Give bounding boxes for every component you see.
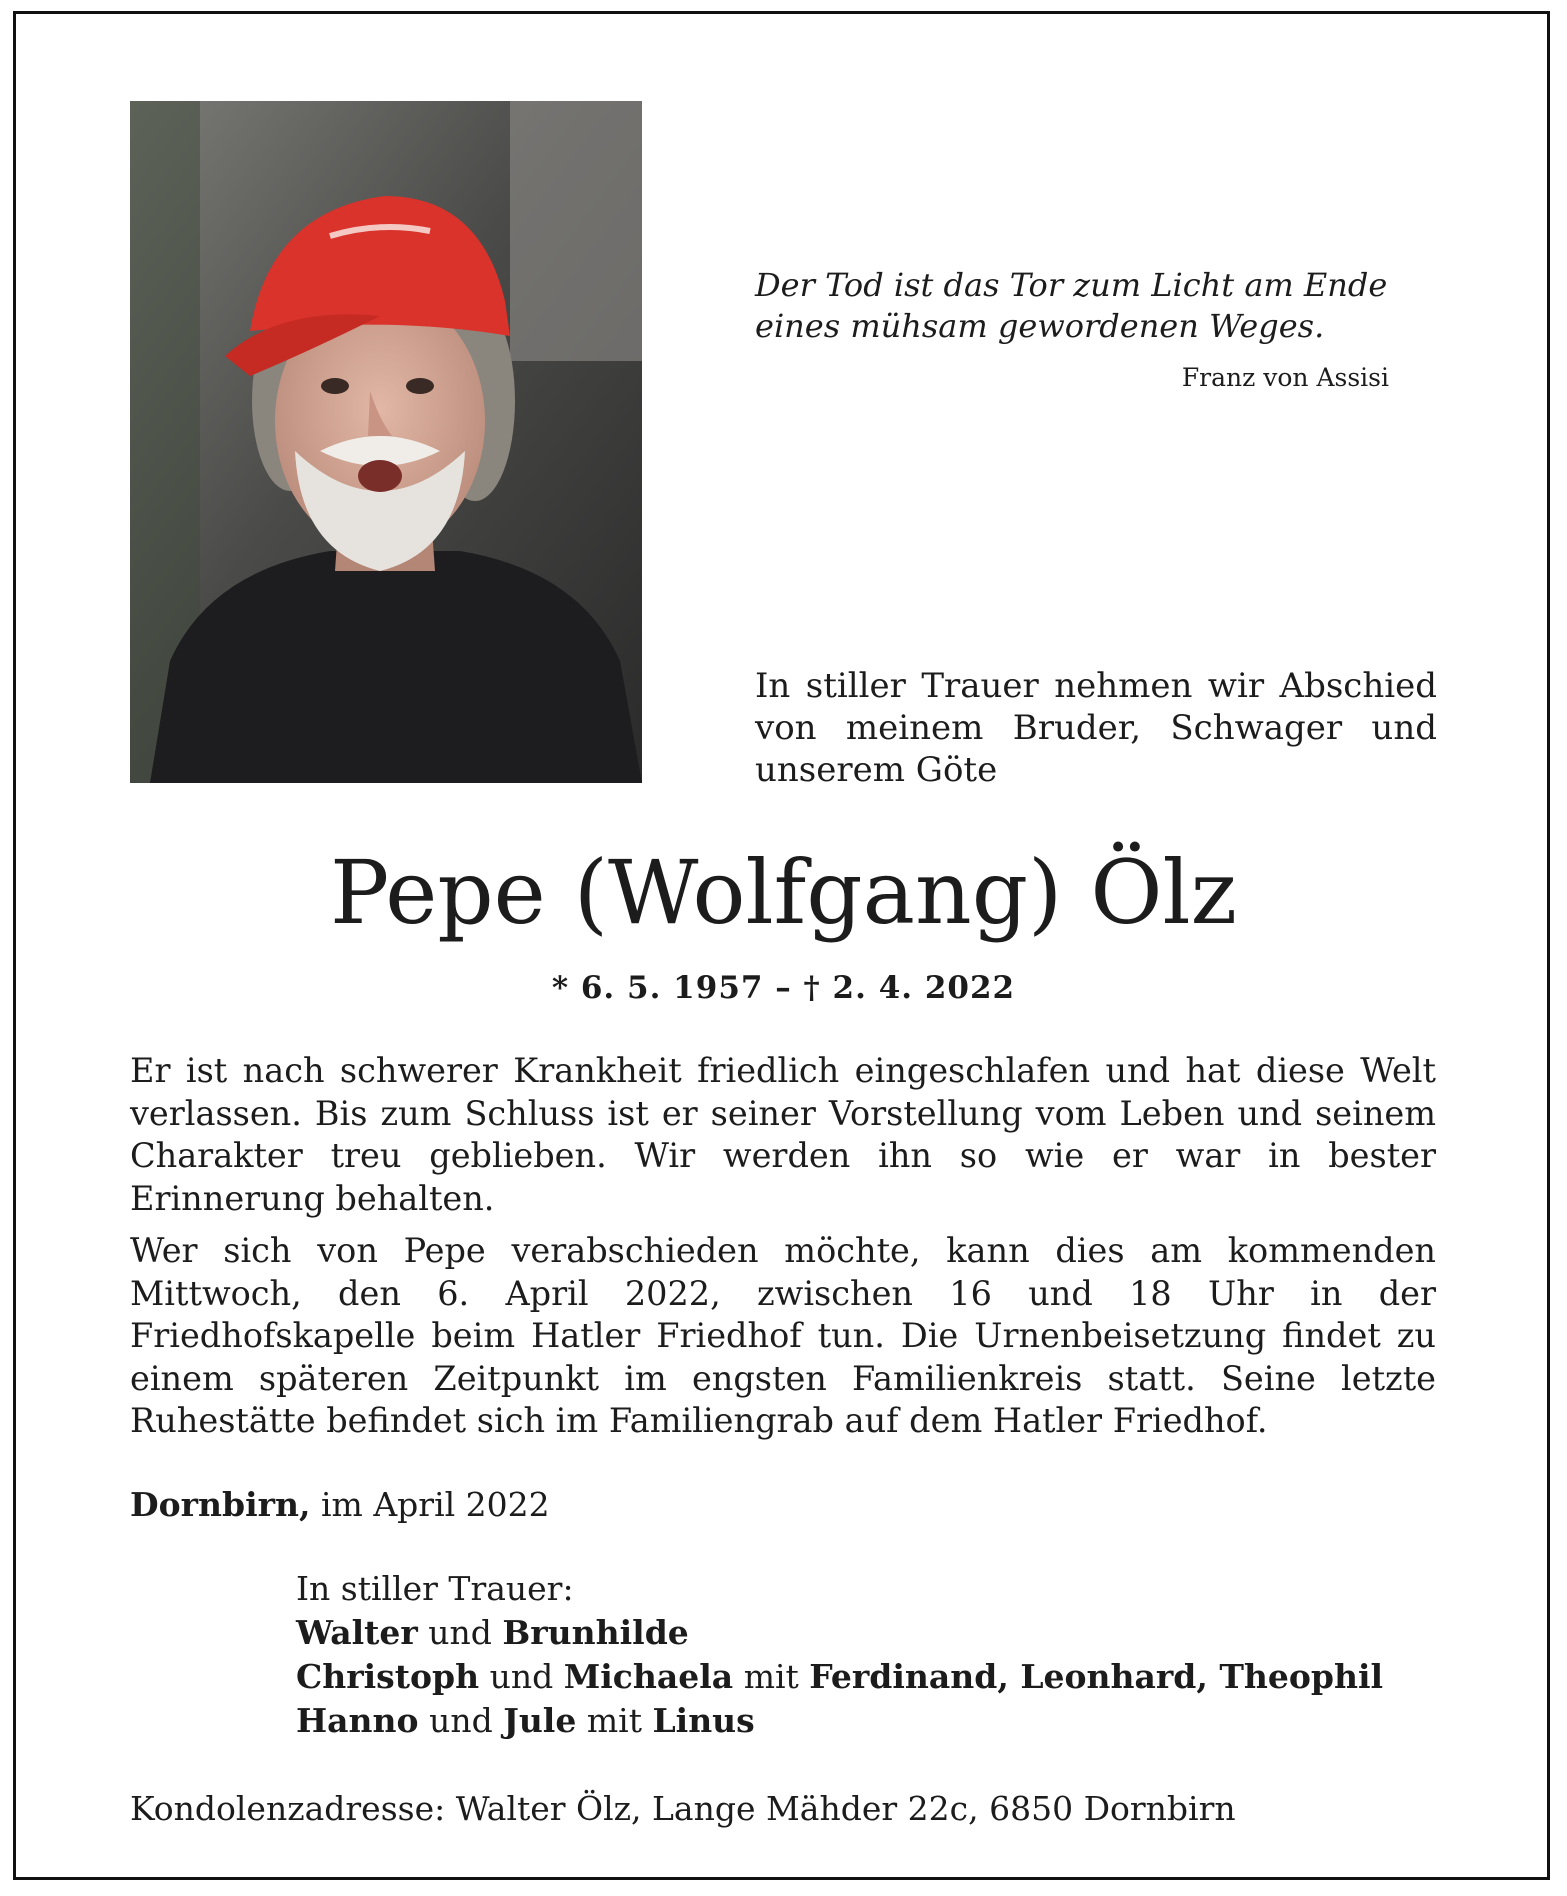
mourners-block — [296, 1567, 1446, 1743]
mourner-name: Hanno — [296, 1701, 419, 1740]
mourners-heading: In stiller Trauer: — [296, 1569, 574, 1608]
deceased-name: Pepe (Wolfgang) Ölz — [330, 841, 1237, 944]
connector: mit — [743, 1657, 799, 1696]
place-date-line — [130, 1484, 550, 1526]
obituary-paragraph-1: Er ist nach schwerer Krankheit friedlich eingeschlafen und hat diese Welt verlassen. Bis zum Schluss ist er seiner Vorstellung vom Leben und seinem Charakter treu geblieben. Wir werden ihn so wie er war in bester Erinnerung behalten. — [130, 1051, 1436, 1218]
quote — [755, 265, 1389, 347]
portrait-photo — [130, 101, 642, 783]
place-city: Dornbirn, — [130, 1485, 311, 1524]
connector: und — [489, 1657, 554, 1696]
quote-author: Franz von Assisi — [1181, 363, 1389, 392]
obituary-paragraph-2: Wer sich von Pepe verabschieden möchte, kann dies am kommenden Mittwoch, den 6. April 2022, zwischen 16 und 18 Uhr in der Friedhofskapelle beim Hatler Friedhof tun. Die Urnenbeisetzung findet zu einem späteren Zeitpunkt im engsten Familienkreis statt. Seine letzte Ruhestätte befindet sich im Familiengrab auf dem Hatler Friedhof. — [130, 1231, 1436, 1440]
mourner-name: Christoph — [296, 1657, 480, 1696]
place-date: im April 2022 — [321, 1485, 550, 1524]
quote-line-1: Der Tod ist das Tor zum Licht am Ende — [755, 266, 1388, 304]
mourner-name: Brunhilde — [502, 1613, 689, 1652]
connector: und — [429, 1701, 493, 1740]
mourner-name: Michaela — [563, 1657, 734, 1696]
connector: und — [428, 1613, 492, 1652]
mourner-name: Ferdinand, Leonhard, Theophil — [809, 1657, 1384, 1696]
quote-line-2: eines mühsam gewordenen Weges. — [755, 307, 1325, 345]
connector: mit — [586, 1701, 642, 1740]
intro-text: In stiller Trauer nehmen wir Abschied von meinem Bruder, Schwager und unserem Göte — [755, 666, 1437, 790]
mourner-row — [296, 1611, 1446, 1655]
mourner-name: Walter — [296, 1613, 418, 1652]
mourner-row — [296, 1655, 1446, 1699]
mourner-name: Linus — [652, 1701, 755, 1740]
portrait-illustration — [130, 101, 642, 783]
condolence-address: Kondolenzadresse: Walter Ölz, Lange Mähder 22c, 6850 Dornbirn — [130, 1789, 1236, 1828]
mourner-row — [296, 1699, 1446, 1743]
mourner-name: Jule — [503, 1701, 577, 1740]
life-dates: * 6. 5. 1957 – † 2. 4. 2022 — [551, 970, 1016, 1006]
